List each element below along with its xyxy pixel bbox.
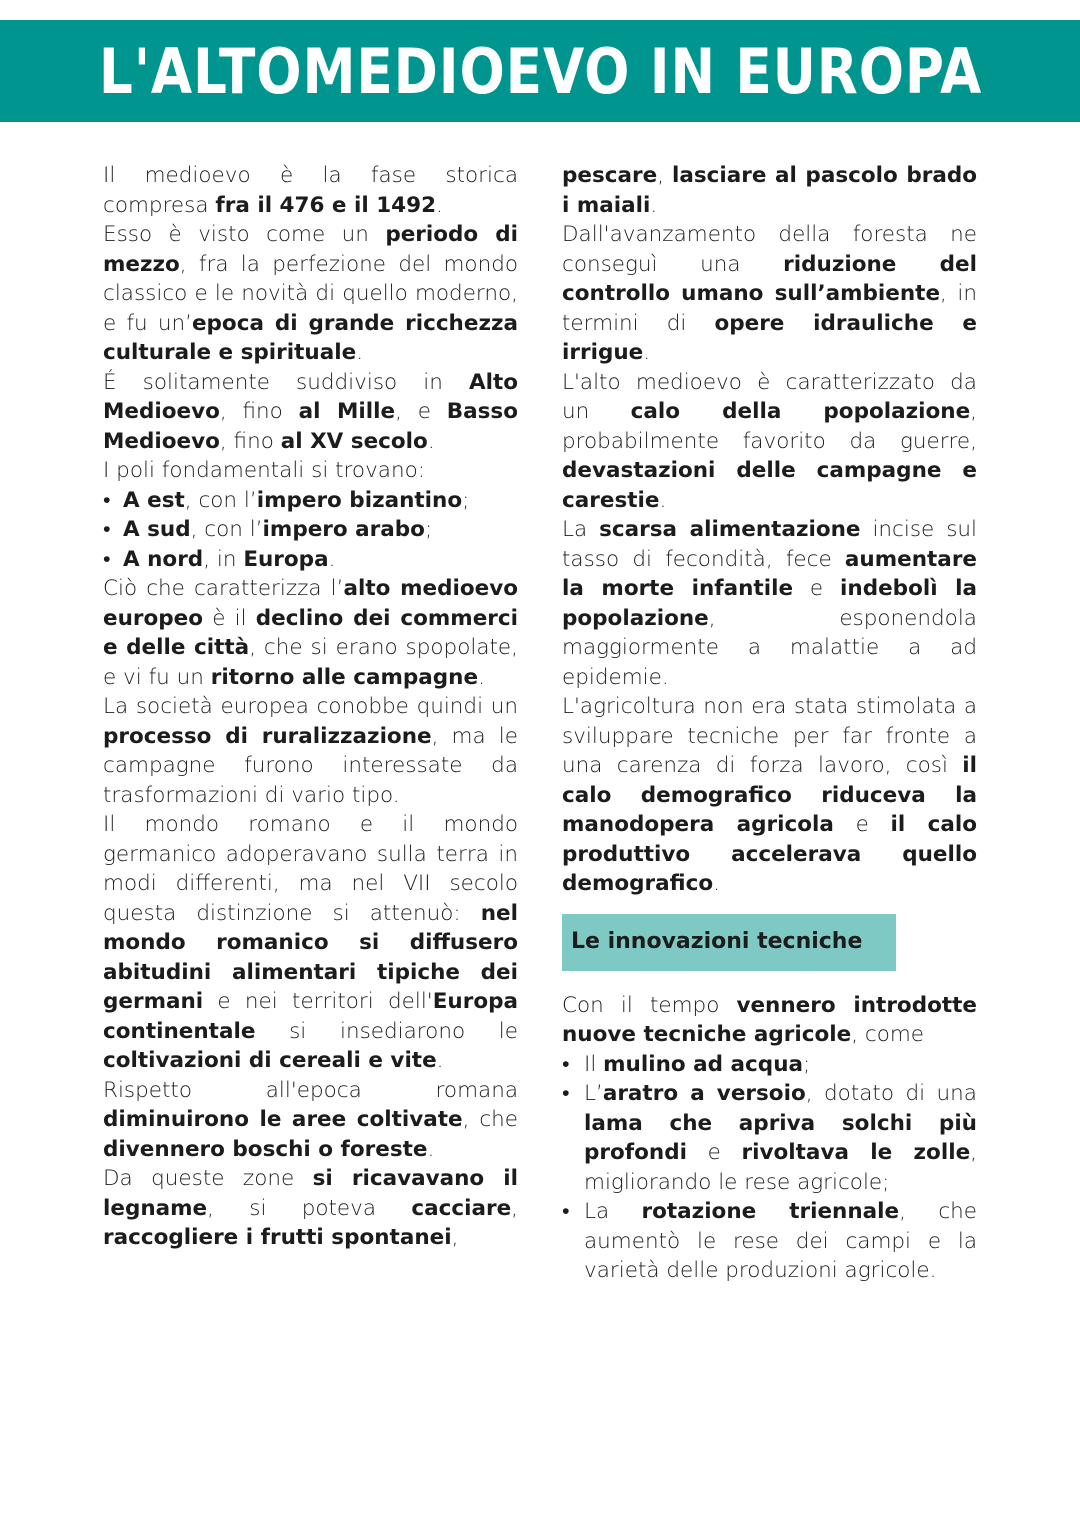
text-run: , che: [462, 1107, 519, 1132]
innovazioni-list: [562, 1050, 977, 1286]
text-run: , ma le campagne furono interessate da trasformazioni di vario tipo.: [103, 723, 518, 808]
bold-text: pescare: [562, 163, 658, 188]
paragraph: [562, 220, 977, 368]
text-run: É solitamente suddiviso in: [103, 369, 469, 395]
poli-list: [103, 486, 518, 575]
text-run: .: [643, 340, 651, 365]
text-run: ,: [451, 1225, 459, 1250]
bold-text: impero bizantino: [256, 487, 463, 513]
text-run: ;: [462, 487, 470, 513]
text-run: ;: [424, 517, 433, 542]
right-column: [562, 161, 977, 1286]
bold-text: aumentare la morte infantile: [562, 546, 977, 601]
text-run: e nei territori dell': [203, 989, 433, 1014]
left-column: [103, 161, 518, 1253]
paragraph: [103, 1164, 518, 1253]
list-item: [562, 1197, 977, 1286]
bold-text: il calo produttivo accelerava quello demografico: [562, 812, 977, 896]
text-run: , fino: [219, 399, 299, 424]
bold-text: mulino ad acqua: [603, 1051, 804, 1077]
title-banner: [0, 20, 1080, 122]
text-run: .: [427, 428, 435, 454]
bold-text: rivoltava le zolle: [741, 1140, 971, 1165]
text-run: , probabilmente favorito da guerre,: [562, 399, 977, 454]
bold-text: aratro a versoio: [602, 1081, 806, 1106]
text-run: Il: [584, 1051, 604, 1077]
text-run: , dotato di una: [805, 1081, 977, 1106]
bold-text: riduzione del controllo umano sull’ambiente: [562, 251, 977, 306]
bold-text: Basso Medioevo: [103, 399, 518, 454]
bold-text: ritorno alle campagne: [210, 664, 479, 690]
text-run: ,: [657, 163, 672, 188]
bold-text: al XV secolo: [280, 428, 428, 454]
bold-text: divennero boschi o foreste: [103, 1136, 428, 1162]
text-run: , esponendola maggiormente a malattie a ad epidemie.: [562, 605, 977, 690]
text-run: , come: [851, 1022, 925, 1047]
section-heading-box: [562, 914, 896, 971]
bold-text: lama che apriva solchi più profondi: [584, 1110, 977, 1165]
text-run: , che si erano spopolate, e vi fu un: [103, 635, 518, 690]
text-run: ,: [511, 1195, 518, 1221]
paragraph: [103, 692, 518, 810]
text-run: e: [793, 576, 841, 601]
text-run: e: [686, 1140, 742, 1165]
bold-text: A sud: [123, 517, 191, 542]
text-run: L’: [584, 1081, 603, 1106]
bold-text: vennero introdotte nuove tecniche agricole: [562, 992, 977, 1047]
text-run: .: [478, 664, 485, 690]
text-run: La: [562, 517, 600, 542]
text-run: Da queste zone: [103, 1166, 313, 1191]
bold-text: alto medioevo europeo: [103, 576, 519, 631]
paragraph: [103, 220, 518, 368]
bold-text: declino dei commerci e delle città: [103, 605, 518, 660]
bold-text: lasciare al pascolo brado i maiali: [562, 163, 977, 218]
bold-text: al Mille: [298, 399, 396, 424]
bold-text: diminuirono le aree coltivate: [103, 1107, 463, 1132]
bold-text: il calo demografico riduceva la manodopera agricola: [562, 753, 977, 837]
bold-text: fra il 476 e il 1492: [215, 192, 437, 218]
list-item: [103, 515, 518, 545]
text-run: .: [356, 340, 364, 365]
text-run: è il: [203, 605, 256, 631]
bold-text: raccogliere i frutti spontanei: [103, 1225, 452, 1250]
bold-text: A est: [123, 487, 185, 513]
bold-text: scarsa alimentazione: [599, 517, 861, 542]
bold-text: impero arabo: [262, 517, 425, 542]
text-run: .: [650, 192, 658, 218]
section-heading: Le innovazioni tecniche: [571, 929, 863, 955]
text-run: , che aumentò le rese dei campi e la varietà delle produzioni agricole.: [584, 1199, 978, 1283]
text-run: , fino: [219, 428, 281, 454]
bold-text: calo della popolazione: [630, 399, 971, 424]
bold-text: cacciare: [411, 1195, 512, 1221]
bold-text: nel mondo romanico si diffusero abitudini alimentari tipiche dei germani: [103, 900, 518, 1014]
text-run: Esso è visto come un: [103, 222, 386, 247]
paragraph: [562, 515, 977, 692]
text-run: L'agricoltura non era stata stimolata a sviluppare tecniche per far fronte a una carenza di forza lavoro, così: [562, 694, 977, 778]
text-run: , in: [203, 546, 244, 572]
text-run: I poli fondamentali si trovano:: [103, 458, 425, 483]
list-item: [103, 486, 518, 516]
bold-text: Europa: [243, 546, 329, 572]
paragraph: [103, 810, 518, 1076]
paragraph: [562, 692, 977, 899]
paragraph: [103, 161, 518, 220]
bold-text: indebolì la popolazione: [562, 576, 977, 631]
paragraph: [562, 161, 977, 220]
text-run: .: [436, 192, 443, 218]
list-item: [103, 545, 518, 575]
text-run: , e: [395, 399, 447, 424]
bold-text: opere idrauliche e irrigue: [562, 310, 977, 365]
paragraph: [103, 456, 518, 486]
bold-text: periodo di mezzo: [103, 222, 519, 277]
bold-text: A nord: [123, 546, 204, 572]
page-title: L'ALTOMEDIOEVO IN EUROPA: [98, 34, 982, 108]
text-run: , con l’: [190, 517, 263, 542]
paragraph: [103, 368, 518, 457]
text-run: Il mondo romano e il mondo germanico adoperavano sulla terra in modi differenti, ma nel VII secolo questa distinzione si attenuò:: [103, 812, 518, 926]
paragraph: [103, 574, 518, 692]
text-run: .: [659, 487, 667, 513]
text-run: , con l’: [184, 487, 257, 513]
text-run: , migliorando le rese agricole;: [584, 1140, 977, 1195]
text-run: Dall'avanzamento della foresta ne conseguì una: [562, 222, 977, 277]
bold-text: Europa continentale: [103, 989, 518, 1044]
text-run: .: [328, 546, 336, 572]
text-run: Ciò che caratterizza l’: [103, 576, 344, 601]
text-run: Con il tempo: [562, 992, 737, 1018]
text-run: si insediarono le: [255, 1018, 518, 1044]
bold-text: epoca di grande ricchezza culturale e spirituale: [103, 310, 518, 365]
bold-text: rotazione triennale: [641, 1199, 900, 1224]
list-item: [562, 1079, 977, 1197]
text-run: , fra la perfezione del mondo classico e le novità di quello moderno, e fu un’: [103, 251, 518, 336]
text-run: La: [584, 1199, 642, 1224]
text-run: .: [713, 871, 720, 896]
text-run: .: [427, 1136, 435, 1162]
text-run: Rispetto all'epoca romana: [103, 1077, 518, 1103]
text-run: La società europea conobbe quindi un: [103, 694, 518, 719]
text-run: e: [833, 812, 891, 837]
text-run: , in termini di: [562, 281, 977, 336]
bold-text: processo di ruralizzazione: [103, 723, 432, 749]
bold-text: coltivazioni di cereali e vite: [103, 1048, 437, 1073]
list-item: [562, 1050, 977, 1080]
paragraph: [562, 368, 977, 516]
text-run: , si poteva: [207, 1195, 412, 1221]
text-run: incise sul tasso di fecondità, fece: [562, 517, 978, 572]
bold-text: Alto Medioevo: [103, 369, 518, 424]
text-run: L'alto medioevo è caratterizzato da un: [562, 369, 977, 424]
text-run: .: [436, 1048, 444, 1073]
bold-text: si ricavavano il legname: [103, 1166, 519, 1221]
text-run: ;: [803, 1051, 811, 1077]
paragraph: [103, 1076, 518, 1165]
bold-text: devastazioni delle campagne e carestie: [562, 458, 977, 513]
paragraph: [562, 991, 977, 1050]
text-run: Il medioevo è la fase storica compresa: [103, 163, 518, 218]
